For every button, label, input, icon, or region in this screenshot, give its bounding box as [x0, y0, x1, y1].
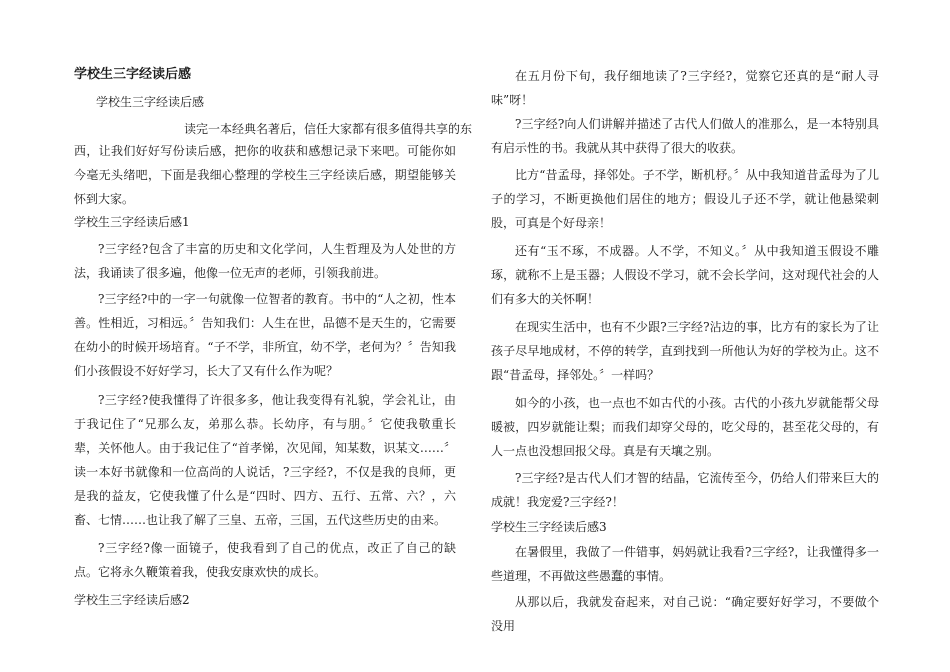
section-1-paragraph-2: ?三字经?中的一字一句就像一位智者的教育。书中的“人之初，性本善。性相近，习相远。〞告知我们：人生在世，品德不是天生的，它需要在幼小的时候开场培育。“子不学，非所宜，幼不学，老何为？〞告知我们小孩假设不好好学习，长大了又有什么作为呢？: [74, 292, 456, 378]
right-paragraph-3: 比方“昔孟母，择邻处。子不学，断机杼。〞从中我知道昔孟母为了儿子的学习，不断更换他们居住的地方；假设儿子还不学，就让他悬梁刺股，可真是个好母亲！: [491, 168, 879, 230]
right-paragraph-9: 从那以后，我就发奋起来，对自己说：“确定要好好学习，不要做个没用: [491, 595, 879, 633]
right-paragraph-6: 如今的小孩，也一点也不如古代的小孩。古代的小孩九岁就能帮父母暖被，四岁就能让梨；而我们却穿父母的，吃父母的，甚至花父母的，有人一点也没想回报父母。真是有天壤之别。: [491, 396, 879, 458]
intro-paragraph: 西，让我们好好写份读后感，把你的收获和感想记录下来吧。可能你如今毫无头绪吧，下面是我细心整理的学校生三字经读后感，期望能够关怀到大家。: [74, 144, 456, 206]
right-paragraph-4: 还有“玉不琢，不成器。人不学，不知义。〞从中我知道玉假设不雕琢，就称不上是玉器；人假设不学习，就不会长学问，这对现代社会的人们有多大的关怀啊！: [491, 244, 879, 306]
section-1-paragraph-4: ?三字经?像一面镜子，使我看到了自己的优点，改正了自己的缺点。它将永久鞭策着我，使我安康欢快的成长。: [74, 541, 456, 579]
section-heading-3: 学校生三字经读后感3: [491, 520, 607, 534]
right-paragraph-5: 在现实生活中，也有不少跟?三字经?沾边的事，比方有的家长为了让孩子尽早地成材，不停的转学，直到找到一所他认为好的学校为止。这不跟“昔孟母，择邻处。〞一样吗？: [491, 320, 879, 382]
document-subtitle: 学校生三字经读后感: [96, 95, 205, 109]
right-paragraph-1: 在五月份下旬，我仔细地读了?三字经?，觉察它还真的是“耐人寻味”呀！: [491, 69, 879, 107]
right-paragraph-2: ?三字经?向人们讲解并描述了古代人们做人的准那么，是一本特别具有启示性的书。我就从其中获得了很大的收获。: [491, 117, 879, 155]
section-1-paragraph-1: ?三字经?包含了丰富的历史和文化学问，人生哲理及为人处世的方法，我诵读了很多遍，他像一位无声的老师，引领我前进。: [74, 242, 456, 280]
right-paragraph-7: ?三字经?是古代人们才智的结晶，它流传至今，仍给人们带来巨大的成就！我宠爱?三字经?！: [491, 471, 879, 509]
right-paragraph-8: 在暑假里，我做了一件错事，妈妈就让我看?三字经?，让我懂得多一些道理，不再做这些愚蠢的事情。: [491, 545, 879, 583]
section-heading-1: 学校生三字经读后感1: [74, 215, 190, 229]
section-1-paragraph-3: ?三字经?使我懂得了许很多多，他让我变得有礼貌，学会礼让，由于我记住了“兄那么友，弟那么恭。长幼序，有与朋。〞它使我敬重长辈，关怀他人。由于我记住了“首孝悌，次见闻，知某数，识某文……〞读一本好书就像和一位高尚的人说话，?三字经?，不仅是我的良师，更是我的益友，它使我懂了什么是“四时、四方、五行、五常、六？，六畜、七情……也让我了解了三皇、五帝，三国，五代这些历史的由来。: [74, 393, 456, 527]
document-title: 学校生三字经读后感: [74, 67, 192, 82]
intro-line-1: 读完一本经典名著后，信任大家都有很多值得共享的东: [184, 122, 473, 136]
section-heading-2: 学校生三字经读后感2: [74, 593, 190, 607]
